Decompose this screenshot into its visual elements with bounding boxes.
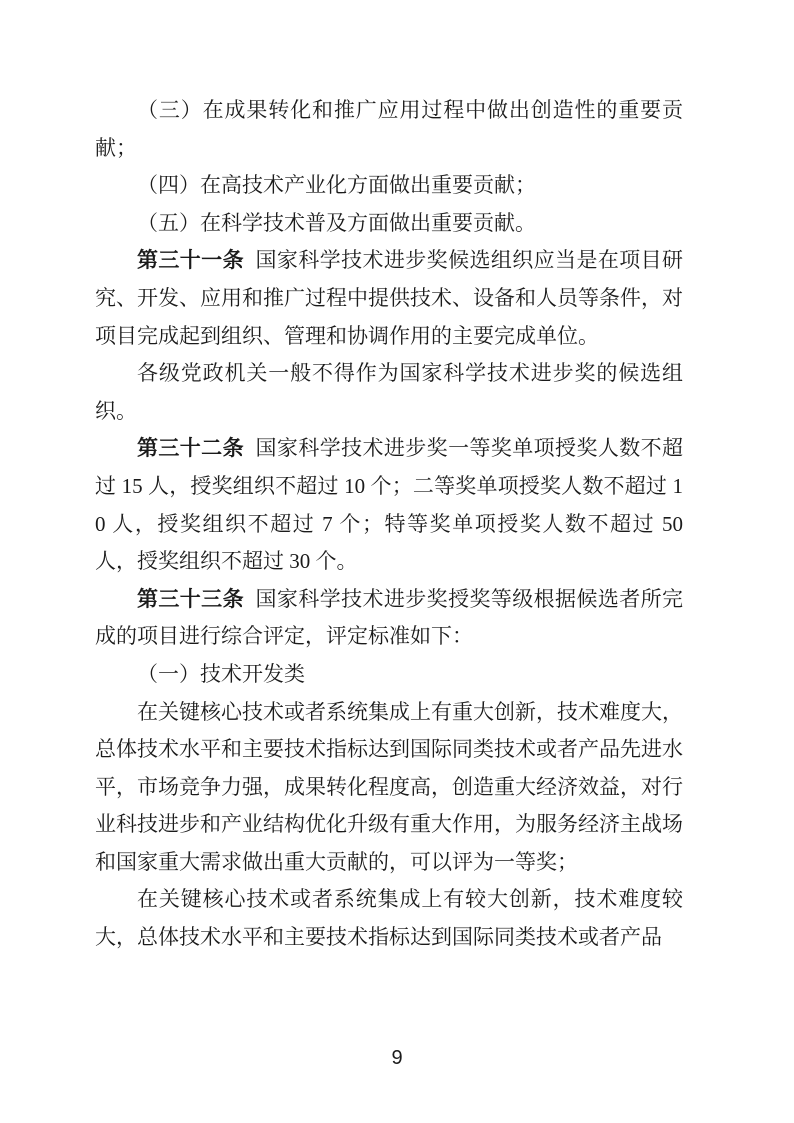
paragraph-text: （四）在高技术产业化方面做出重要贡献； xyxy=(137,173,536,198)
paragraph xyxy=(95,656,683,694)
paragraph-text: 在关键核心技术或者系统集成上有较大创新，技术难度较大，总体技术水平和主要技术指标达到国际同类技术或者产品 xyxy=(95,887,683,950)
paragraph xyxy=(95,881,683,956)
paragraph-text: 国家科学技术进步奖授奖等级根据候选者所完成的项目进行综合评定，评定标准如下： xyxy=(95,586,684,649)
paragraph-text: 各级党政机关一般不得作为国家科学技术进步奖的候选组织。 xyxy=(95,361,683,423)
article-number: 第三十三条 xyxy=(137,586,244,611)
paragraph xyxy=(95,167,683,205)
paragraph xyxy=(95,205,683,243)
paragraph-text: （五）在科学技术普及方面做出重要贡献。 xyxy=(137,210,536,235)
paragraph-text: 国家科学技术进步奖候选组织应当是在项目研究、开发、应用和推广过程中提供技术、设备和人员等条件，对项目完成起到组织、管理和协调作用的主要完成单位。 xyxy=(95,248,684,348)
paragraph-text: 国家科学技术进步奖一等奖单项授奖人数不超过 15 人，授奖组织不超过 10 个；二等奖单项授奖人数不超过 10 人，授奖组织不超过 7 个；特等奖单项授奖人数不超过 50 人，授奖组织不超过 30 个。 xyxy=(95,436,684,574)
paragraph xyxy=(95,355,683,430)
article-number: 第三十一条 xyxy=(137,248,244,273)
page-number: 9 xyxy=(391,1047,403,1069)
paragraph-text: （三）在成果转化和推广应用过程中做出创造性的重要贡献； xyxy=(95,98,683,160)
paragraph xyxy=(95,242,683,355)
document-body xyxy=(95,92,683,957)
paragraph-text: 在关键核心技术或者系统集成上有重大创新，技术难度大，总体技术水平和主要技术指标达到国际同类技术或者产品先进水平，市场竞争力强，成果转化程度高，创造重大经济效益，对行业科技进步和产业结构优化升级有重大作用，为服务经济主战场和国家重大需求做出重大贡献的，可以评为一等奖； xyxy=(95,699,683,874)
paragraph xyxy=(95,430,683,580)
paragraph xyxy=(95,92,683,167)
paragraph xyxy=(95,694,683,882)
paragraph xyxy=(95,581,683,656)
paragraph-text: （一）技术开发类 xyxy=(137,661,305,686)
article-number: 第三十二条 xyxy=(137,436,244,461)
